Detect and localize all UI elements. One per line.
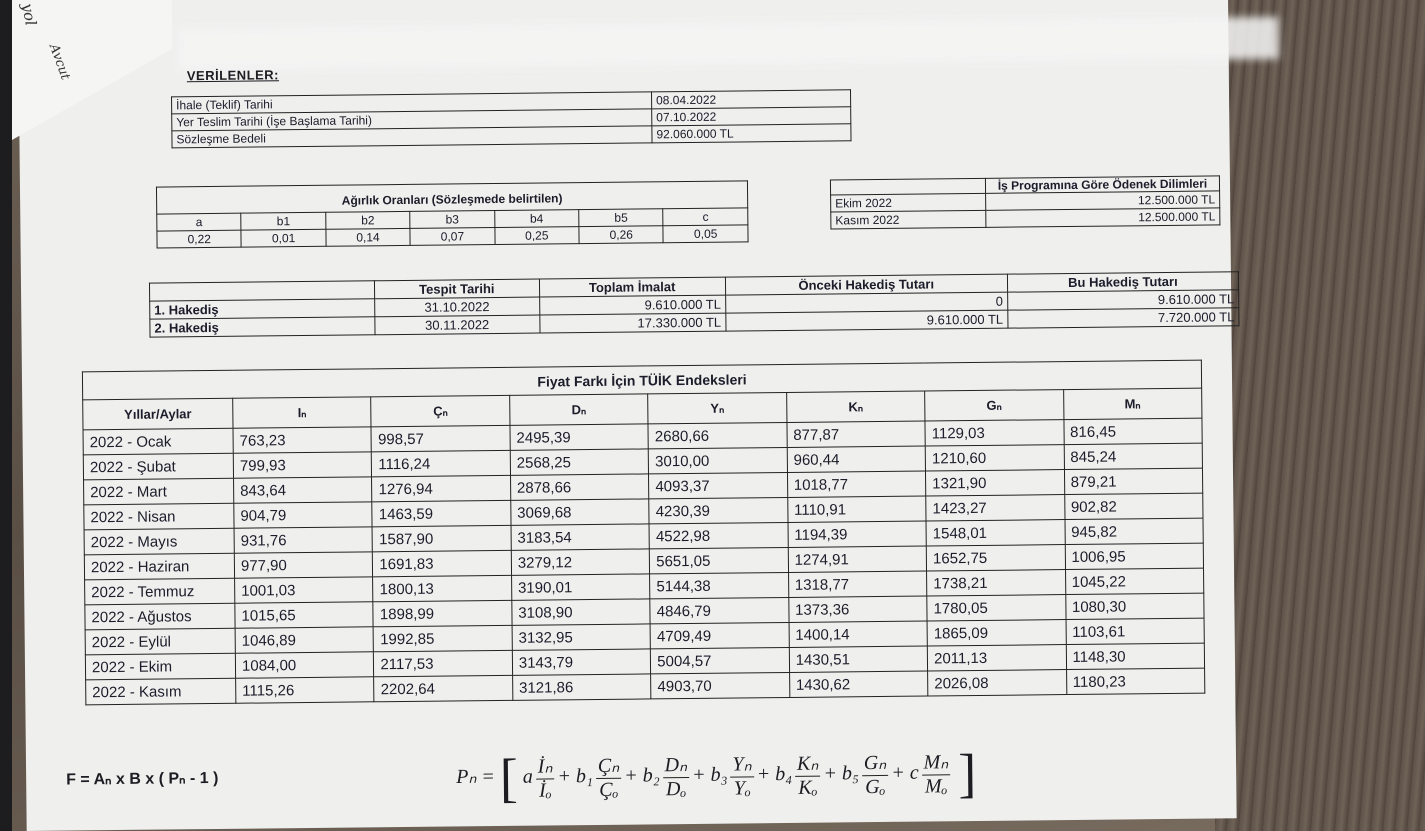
index-value: 1194,39 [788, 521, 927, 547]
left-bracket: [ [499, 747, 519, 808]
formula-coefficient: + b₁ [557, 764, 594, 787]
right-bracket: ] [957, 743, 977, 804]
formula-fraction [862, 749, 889, 798]
weight-value: 0,01 [241, 229, 326, 247]
index-header: Iₙ [233, 397, 372, 428]
index-value: 1006,95 [1065, 543, 1204, 569]
index-value: 945,82 [1065, 518, 1204, 544]
index-value: 5651,05 [650, 547, 789, 573]
index-period: 2022 - Şubat [83, 453, 233, 480]
index-value: 931,76 [234, 527, 373, 553]
index-value: 960,44 [787, 446, 926, 472]
weights-title: Ağırlık Oranları (Sözleşmede belirtilen) [156, 181, 747, 214]
index-value: 1738,21 [927, 570, 1066, 596]
program-month: Ekim 2022 [831, 193, 986, 212]
payment-program-table [830, 175, 1221, 229]
fraction-numerator: Kₙ [795, 750, 821, 776]
weight-value: 0,05 [663, 225, 748, 243]
given-label: Sözleşme Bedeli [172, 126, 652, 148]
index-value: 1652,75 [926, 545, 1065, 571]
document-sheet [18, 0, 1237, 831]
formula-fraction [921, 749, 950, 798]
formula-coefficient: + b₅ [823, 761, 859, 785]
index-value: 4846,79 [650, 597, 789, 623]
progress-total: 17.330.000 TL [539, 313, 725, 333]
fraction-denominator: Gₒ [865, 775, 886, 798]
given-label: Yer Teslim Tarihi (İşe Başlama Tarihi) [172, 109, 652, 131]
weight-value: 0,22 [157, 230, 242, 248]
progress-header: Bu Hakediş Tutarı [1007, 272, 1238, 292]
index-value: 1430,51 [789, 646, 928, 672]
weight-header: b3 [410, 211, 495, 229]
blurred-region [178, 17, 1278, 71]
index-value: 1548,01 [926, 520, 1065, 546]
weight-header: b2 [326, 211, 411, 229]
index-value: 3069,68 [511, 499, 650, 525]
fraction-numerator: Gₙ [862, 749, 889, 775]
progress-name: 1. Hakediş [150, 299, 375, 319]
index-value: 1046,89 [235, 627, 374, 653]
index-value: 4709,49 [650, 622, 789, 648]
index-value: 799,93 [233, 452, 372, 478]
index-value: 1210,60 [925, 445, 1064, 471]
index-value: 1116,24 [372, 450, 511, 476]
index-header: Yₙ [648, 392, 787, 423]
index-value: 1423,27 [926, 495, 1065, 521]
index-value: 1103,61 [1066, 618, 1205, 644]
formula-coefficient: + b₃ [691, 763, 728, 786]
index-period: 2022 - Ocak [83, 428, 233, 455]
tuik-index-table [82, 360, 1205, 706]
index-value: 1463,59 [372, 500, 511, 526]
index-value: 904,79 [234, 502, 373, 528]
progress-header: Tespit Tarihi [374, 279, 539, 299]
index-value: 3108,90 [512, 599, 651, 625]
pn-lhs: Pₙ = [456, 765, 495, 789]
index-period: 2022 - Haziran [84, 553, 234, 580]
index-value: 2878,66 [510, 474, 649, 500]
weight-value: 0,26 [579, 226, 664, 244]
progress-total: 9.610.000 TL [539, 295, 725, 315]
formula-fraction [730, 751, 754, 800]
index-value: 879,21 [1064, 468, 1203, 494]
index-value: 2117,53 [374, 650, 513, 676]
index-value: 3121,86 [512, 674, 651, 700]
formula-coefficient: + b₂ [624, 763, 660, 787]
index-value: 1691,83 [373, 550, 512, 576]
fraction-numerator: Mₙ [921, 749, 950, 775]
formula-coefficient: + c [891, 761, 919, 784]
index-value: 5144,38 [650, 572, 789, 598]
index-value: 3010,00 [649, 447, 788, 473]
fraction-numerator: Yₙ [730, 751, 753, 777]
index-value: 843,64 [234, 477, 373, 503]
index-value: 1001,03 [235, 577, 374, 603]
index-value: 1045,22 [1065, 568, 1204, 594]
index-period: 2022 - Kasım [86, 678, 236, 705]
index-period: 2022 - Eylül [85, 628, 235, 655]
index-value: 2568,25 [510, 449, 649, 475]
progress-previous: 0 [725, 292, 1007, 313]
index-value: 2202,64 [374, 675, 513, 701]
weight-header: b5 [579, 209, 664, 227]
progress-current: 7.720.000 TL [1008, 308, 1239, 328]
index-value: 998,57 [371, 425, 510, 451]
index-value: 1148,30 [1066, 643, 1205, 669]
index-value: 1800,13 [373, 575, 512, 601]
index-period: 2022 - Nisan [84, 503, 234, 530]
index-header: Dₙ [510, 394, 649, 425]
progress-payment-table [149, 271, 1240, 337]
index-header: Gₙ [925, 390, 1064, 421]
progress-header: Toplam İmalat [539, 277, 725, 297]
formula-fraction [536, 753, 555, 802]
index-header: Kₙ [786, 391, 925, 422]
index-header: Mₙ [1063, 388, 1202, 419]
program-title: İş Programına Göre Ödenek Dilimleri [985, 176, 1219, 193]
pn-formula [456, 742, 977, 809]
index-value: 1318,77 [788, 571, 927, 597]
given-value: 92.060.000 TL [652, 124, 851, 143]
index-period: 2022 - Mayıs [84, 528, 234, 555]
index-value: 3143,79 [512, 649, 651, 675]
weight-header: c [663, 208, 748, 226]
index-value: 1898,99 [373, 600, 512, 626]
program-row [831, 208, 1220, 229]
fraction-numerator: İₙ [536, 753, 555, 779]
index-value: 1992,85 [374, 625, 513, 651]
index-value: 2680,66 [648, 422, 787, 448]
given-info-table [171, 89, 852, 148]
given-label: İhale (Teklif) Tarihi [172, 92, 652, 114]
index-value: 1780,05 [927, 595, 1066, 621]
index-value: 763,23 [233, 427, 372, 453]
wooden-table-background [1215, 0, 1425, 831]
progress-date: 31.10.2022 [375, 297, 540, 317]
margin-note: yol [18, 2, 40, 28]
index-value: 902,82 [1064, 493, 1203, 519]
fraction-denominator: Yₒ [733, 776, 751, 800]
index-table-title: Fiyat Farkı İçin TÜİK Endeksleri [82, 360, 1201, 400]
index-value: 1400,14 [789, 621, 928, 647]
index-value: 1018,77 [787, 471, 926, 497]
program-amount: 12.500.000 TL [986, 208, 1220, 227]
window-edge [0, 0, 12, 831]
index-value: 4522,98 [649, 522, 788, 548]
index-period: 2022 - Ağustos [85, 603, 235, 630]
margin-note: Avcut [45, 42, 73, 82]
index-period: 2022 - Mart [84, 478, 234, 505]
program-amount: 12.500.000 TL [986, 191, 1220, 210]
weight-header: b1 [241, 212, 326, 230]
index-value: 4230,39 [649, 497, 788, 523]
formula-fraction [596, 752, 622, 801]
weight-value: 0,25 [495, 227, 580, 245]
given-value: 08.04.2022 [651, 90, 850, 109]
index-value: 816,45 [1063, 418, 1202, 444]
weight-header: b4 [494, 210, 579, 228]
fraction-denominator: Mₒ [924, 774, 948, 798]
index-value: 877,87 [787, 421, 926, 447]
fraction-numerator: Çₙ [596, 752, 622, 778]
index-value: 977,90 [234, 552, 373, 578]
index-value: 1587,90 [372, 525, 511, 551]
formula-fraction [795, 750, 821, 799]
progress-date: 30.11.2022 [375, 315, 540, 335]
index-value: 1110,91 [787, 496, 926, 522]
program-month: Kasım 2022 [831, 210, 986, 229]
weights-table [156, 180, 749, 248]
progress-name: 2. Hakediş [150, 317, 375, 337]
index-value: 4903,70 [651, 672, 790, 698]
index-value: 1321,90 [926, 470, 1065, 496]
index-value: 1084,00 [235, 652, 374, 678]
index-period: 2022 - Temmuz [85, 578, 235, 605]
index-value: 5004,57 [651, 647, 790, 673]
progress-header: Önceki Hakediş Tutarı [725, 274, 1007, 295]
formula-coefficient: a [522, 765, 533, 788]
progress-previous: 9.610.000 TL [726, 310, 1008, 331]
index-value: 3279,12 [511, 549, 650, 575]
weight-value: 0,07 [410, 228, 495, 246]
index-value: 3183,54 [511, 524, 650, 550]
index-value: 3190,01 [511, 574, 650, 600]
index-value: 1015,65 [235, 602, 374, 628]
formula-fraction [662, 752, 689, 801]
index-value: 1080,30 [1065, 593, 1204, 619]
index-value: 1276,94 [372, 475, 511, 501]
index-period: 2022 - Ekim [85, 653, 235, 680]
index-value: 845,24 [1064, 443, 1203, 469]
index-value: 2026,08 [928, 670, 1067, 696]
index-value: 2011,13 [927, 645, 1066, 671]
fraction-denominator: Çₒ [599, 778, 619, 801]
index-value: 1865,09 [927, 620, 1066, 646]
index-value: 1274,91 [788, 546, 927, 572]
fraction-denominator: Kₒ [798, 776, 818, 799]
index-value: 1373,36 [788, 596, 927, 622]
index-header: Çₙ [371, 395, 510, 426]
index-value: 1115,26 [236, 677, 375, 703]
fraction-denominator: İₒ [538, 778, 552, 802]
given-value: 07.10.2022 [652, 107, 851, 126]
weight-header: a [157, 213, 242, 231]
fraction-denominator: Dₒ [665, 777, 687, 800]
index-value: 1180,23 [1066, 668, 1205, 694]
formula-coefficient: + b₄ [756, 762, 793, 785]
index-value: 4093,37 [649, 472, 788, 498]
index-value: 3132,95 [512, 624, 651, 650]
index-value: 2495,39 [510, 424, 649, 450]
price-difference-formula: F = Aₙ x B x ( Pₙ - 1 ) [66, 769, 219, 789]
progress-current: 9.610.000 TL [1007, 290, 1238, 310]
fraction-numerator: Dₙ [662, 752, 689, 778]
weight-value: 0,14 [326, 228, 411, 246]
index-header: Yıllar/Aylar [83, 398, 233, 430]
section-heading: VERİLENLER: [186, 67, 280, 84]
index-value: 1129,03 [925, 420, 1064, 446]
index-value: 1430,62 [789, 671, 928, 697]
